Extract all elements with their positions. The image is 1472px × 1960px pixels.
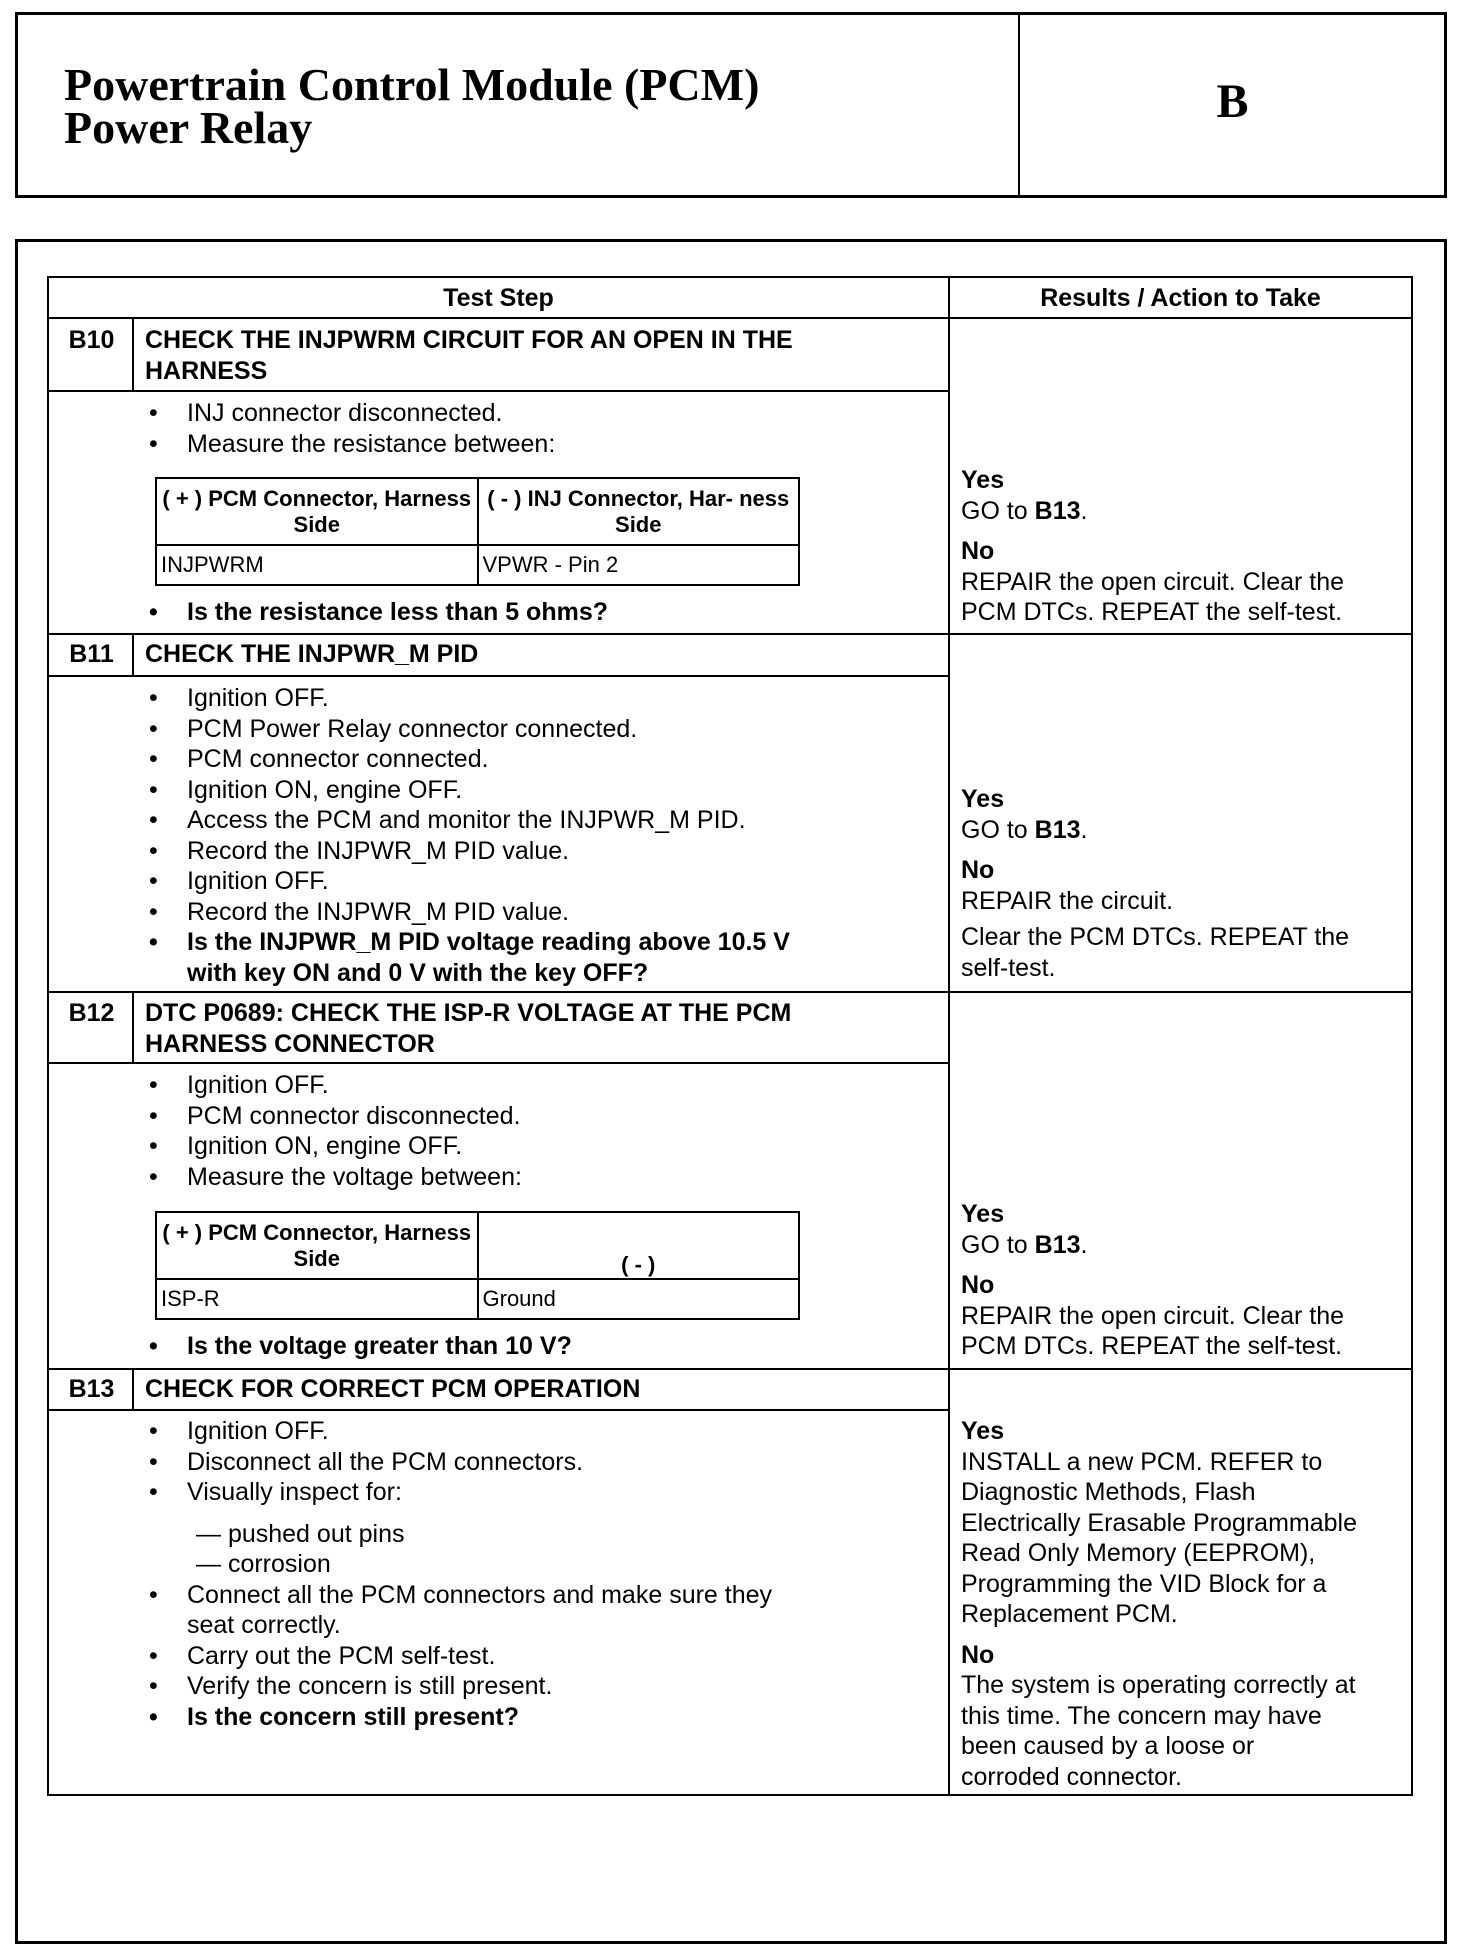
step-title-line: CHECK THE INJPWRM CIRCUIT FOR AN OPEN IN THE <box>145 326 793 354</box>
no-label: No <box>961 1640 995 1669</box>
row-divider <box>49 1409 948 1411</box>
meas-header: ( - ) INJ Connector, Har- ness Side <box>478 478 800 545</box>
row-divider <box>49 633 1411 635</box>
list-item: • INJ connector disconnected. <box>149 399 503 427</box>
measurement-table <box>155 477 800 586</box>
list-item: • PCM connector connected. <box>149 745 489 773</box>
no-action-line: self-test. <box>961 953 1056 982</box>
list-item: • Access the PCM and monitor the INJPWR_M PID. <box>149 806 746 834</box>
row-divider <box>49 1368 1411 1370</box>
step-link[interactable]: B13 <box>1034 815 1081 844</box>
column-header-test-step: Test Step <box>443 284 554 312</box>
no-action-line: REPAIR the open circuit. Clear the <box>961 567 1345 596</box>
meas-header: ( - ) <box>478 1212 800 1279</box>
list-item: • Verify the concern is still present. <box>149 1672 553 1700</box>
list-item-continued: seat correctly. <box>187 1611 341 1639</box>
list-item: • Carry out the PCM self-test. <box>149 1641 496 1670</box>
yes-action: GO to B13. <box>961 815 1088 844</box>
question: • Is the resistance less than 5 ohms? <box>149 598 608 626</box>
step-link[interactable]: B13 <box>1034 496 1081 525</box>
diagnostic-table <box>47 276 1413 1796</box>
step-results <box>961 1199 1411 1362</box>
step-results <box>961 784 1411 983</box>
row-divider <box>49 390 948 392</box>
meas-cell: VPWR - Pin 2 <box>478 545 800 585</box>
question: • Is the INJPWR_M PID voltage reading above 10.5 V <box>149 928 790 956</box>
list-item: • PCM connector disconnected. <box>149 1101 521 1130</box>
no-action-line: this time. The concern may have <box>961 1701 1322 1730</box>
no-action-line: Clear the PCM DTCs. REPEAT the <box>961 923 1350 951</box>
list-item: • Measure the voltage between: <box>149 1162 522 1191</box>
sub-item: — corrosion <box>196 1550 331 1578</box>
no-action-line: PCM DTCs. REPEAT the self-test. <box>961 1332 1343 1360</box>
section-letter: B <box>1216 74 1249 128</box>
list-item: • Ignition OFF. <box>149 1417 329 1445</box>
list-item: • Ignition ON, engine OFF. <box>149 775 463 804</box>
no-action-line: corroded connector. <box>961 1762 1182 1791</box>
meas-cell: INJPWRM <box>156 545 478 585</box>
yes-action-line: Read Only Memory (EEPROM), <box>961 1539 1316 1567</box>
step-body <box>49 1416 948 1732</box>
yes-label: Yes <box>961 785 1005 813</box>
measurement-table <box>155 1211 800 1320</box>
list-item: • Visually inspect for: <box>149 1478 402 1506</box>
step-title <box>145 325 925 386</box>
no-action-line: PCM DTCs. REPEAT the self-test. <box>961 598 1343 626</box>
title-line-1: Powertrain Control Module (PCM) <box>64 59 760 110</box>
step-body <box>49 683 948 988</box>
step-results <box>961 1416 1411 1792</box>
step-link[interactable]: B13 <box>1034 1230 1081 1259</box>
yes-action: GO to B13. <box>961 496 1088 525</box>
step-number: B11 <box>69 640 114 668</box>
row-divider <box>49 1062 948 1064</box>
list-item: • Connect all the PCM connectors and make sure they <box>149 1580 773 1609</box>
title-line-2: Power Relay <box>64 102 313 153</box>
step-body <box>49 398 948 628</box>
yes-action-line: Programming the VID Block for a <box>961 1569 1327 1598</box>
meas-cell: ISP-R <box>156 1279 478 1319</box>
no-label: No <box>961 537 995 565</box>
meas-header: ( + ) PCM Connector, Harness Side <box>156 478 478 545</box>
step-title <box>145 1374 925 1405</box>
row-divider <box>49 991 1411 993</box>
column-divider <box>948 278 950 1794</box>
question: • Is the voltage greater than 10 V? <box>149 1332 572 1360</box>
no-action-line: REPAIR the open circuit. Clear the <box>961 1301 1345 1330</box>
step-title-line: DTC P0689: CHECK THE ISP-R VOLTAGE AT THE PCM <box>145 999 792 1027</box>
question-continued: with key ON and 0 V with the key OFF? <box>187 958 649 987</box>
yes-action-line: INSTALL a new PCM. REFER to <box>961 1447 1323 1476</box>
step-number: B13 <box>68 1375 115 1403</box>
yes-action-line: Replacement PCM. <box>961 1600 1178 1628</box>
column-header-results: Results / Action to Take <box>1040 284 1321 312</box>
step-body <box>49 1070 948 1362</box>
no-label: No <box>961 856 995 884</box>
list-item: • Record the INJPWR_M PID value. <box>149 836 570 865</box>
step-title-line: CHECK FOR CORRECT PCM OPERATION <box>145 1375 641 1403</box>
list-item: • Record the INJPWR_M PID value. <box>149 897 570 926</box>
list-item: • Ignition ON, engine OFF. <box>149 1132 463 1160</box>
no-action-line: The system is operating correctly at <box>961 1671 1356 1699</box>
list-item: • Ignition OFF. <box>149 684 329 712</box>
no-label: No <box>961 1271 995 1299</box>
sub-item: — pushed out pins <box>196 1519 405 1548</box>
list-item: • Ignition OFF. <box>149 1071 329 1099</box>
yes-label: Yes <box>961 466 1005 494</box>
step-title <box>145 998 925 1059</box>
step-number: B12 <box>68 999 115 1027</box>
step-title <box>145 639 925 670</box>
header-divider <box>1018 15 1020 195</box>
list-item: • Measure the resistance between: <box>149 429 556 458</box>
yes-action-line: Electrically Erasable Programmable <box>961 1508 1357 1537</box>
page-title <box>64 59 760 153</box>
meas-cell: Ground <box>478 1279 800 1319</box>
step-number: B10 <box>68 326 115 354</box>
row-divider <box>49 675 948 677</box>
question: • Is the concern still present? <box>149 1702 520 1731</box>
step-title-line: HARNESS CONNECTOR <box>145 1029 435 1058</box>
list-item: • PCM Power Relay connector connected. <box>149 714 638 743</box>
list-item: • Ignition OFF. <box>149 867 329 895</box>
yes-action-line: Diagnostic Methods, Flash <box>961 1478 1256 1506</box>
list-item: • Disconnect all the PCM connectors. <box>149 1447 584 1476</box>
header-box <box>15 12 1447 198</box>
meas-header: ( + ) PCM Connector, Harness Side <box>156 1212 478 1279</box>
step-title-line: CHECK THE INJPWR_M PID <box>145 640 479 668</box>
yes-label: Yes <box>961 1200 1005 1228</box>
step-results <box>961 465 1411 628</box>
no-action-line: been caused by a loose or <box>961 1732 1255 1760</box>
no-action-line: REPAIR the circuit. <box>961 886 1174 915</box>
yes-label: Yes <box>961 1417 1005 1445</box>
yes-action: GO to B13. <box>961 1230 1088 1259</box>
step-title-line: HARNESS <box>145 356 268 385</box>
